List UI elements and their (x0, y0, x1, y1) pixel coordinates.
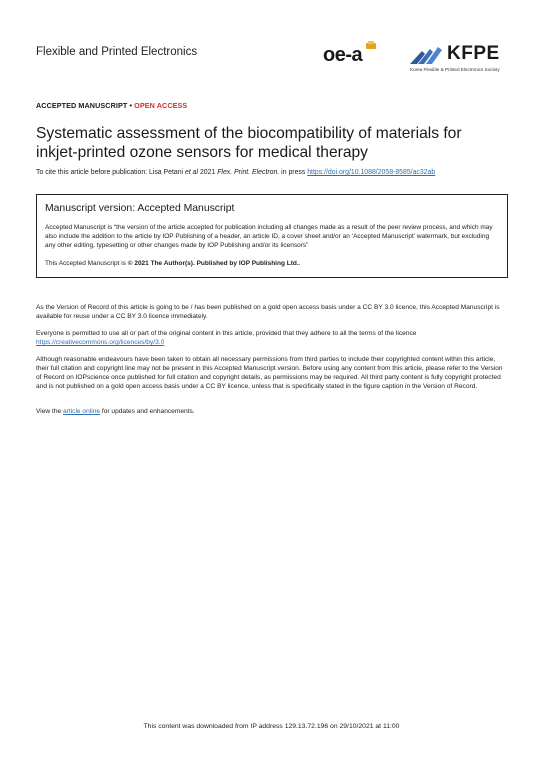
oea-logo-text: oe-a (323, 44, 363, 66)
reuse-text: Everyone is permitted to use all or part of the original content in this article, provided that they adhere to all the terms of the licence (36, 330, 417, 337)
manuscript-box-description: Accepted Manuscript is “the version of the article accepted for publication including all changes made as a result of the peer review process, and which may also include the addition to the article by IOP Publishing of a header, an article ID, a cover sheet and/or an ‘Accepted Manuscript’ watermark, but excluding any other editing, typesetting or other changes made by IOP Publishing and/or its licensors” (45, 224, 493, 249)
article-title: Systematic assessment of the biocompatibility of materials for inkjet-printed ozone sensors for medical therapy (36, 125, 462, 161)
copyright-bold: © 2021 The Author(s). Published by IOP Publishing Ltd. (127, 260, 299, 267)
cite-journal: Flex. Print. Electron. (217, 169, 280, 176)
kfpe-logo-text: KFPE (447, 43, 500, 64)
status-open-access: OPEN ACCESS (134, 101, 188, 110)
status-separator: • (127, 101, 135, 110)
kfpe-logo-mark-icon (409, 45, 445, 65)
kfpe-logo (407, 42, 511, 80)
oea-logo (323, 38, 383, 74)
status-accepted: ACCEPTED MANUSCRIPT (36, 101, 128, 110)
manuscript-box-copyright (45, 260, 300, 267)
kfpe-subtitle: Korea Flexible & Printed Electronics Society (410, 67, 500, 72)
licence-paragraph: As the Version of Record of this article is going to be / has been published on a gold open access basis under a CC BY 3.0 licence, this Accepted Manuscript is available for reuse under a CC BY 3.0 licence immediately. (36, 304, 500, 320)
manuscript-box-title: Manuscript version: Accepted Manuscript (45, 203, 235, 214)
cite-inpress: in press (279, 169, 308, 176)
doi-link[interactable]: https://doi.org/10.1088/2058-8585/ac32ab (307, 169, 436, 176)
journal-name: Flexible and Printed Electronics (36, 46, 198, 58)
cite-before: To cite this article before publication: Lisa Petani (36, 169, 185, 176)
view-before: View the (36, 408, 64, 415)
article-status (36, 101, 187, 110)
view-online-paragraph (36, 408, 508, 417)
copyright-suffix: . (298, 260, 301, 267)
download-footer: This content was downloaded from IP address 129.13.72.196 on 29/10/2021 at 11:00 (143, 723, 400, 730)
licence-link[interactable]: https://creativecommons.org/licences/by/3.0 (36, 338, 165, 346)
copyright-prefix: This Accepted Manuscript is (45, 260, 128, 267)
cite-etal: et al (185, 169, 199, 176)
manuscript-version-box (36, 194, 508, 278)
oea-logo-mark-icon (365, 40, 377, 52)
reuse-paragraph (36, 330, 508, 348)
cite-year: 2021 (198, 169, 218, 176)
article-online-link[interactable]: article online (63, 408, 101, 415)
view-after: for updates and enhancements. (100, 408, 195, 415)
citation-line (36, 169, 516, 176)
permissions-paragraph: Although reasonable endeavours have been taken to obtain all necessary permissions from third parties to include their copyrighted content within this article, their full citation and copyright line may not be present in this Accepted Manuscript version. Before using any content from this article, please refer to the Version of Record on IOPscience once published for full citation and copyright details, as permissions may be required. All third party content is fully copyright protected and is not published on a gold open access basis under a CC BY licence, unless that is specifically stated in the figure caption in the Version of Record. (36, 356, 503, 390)
